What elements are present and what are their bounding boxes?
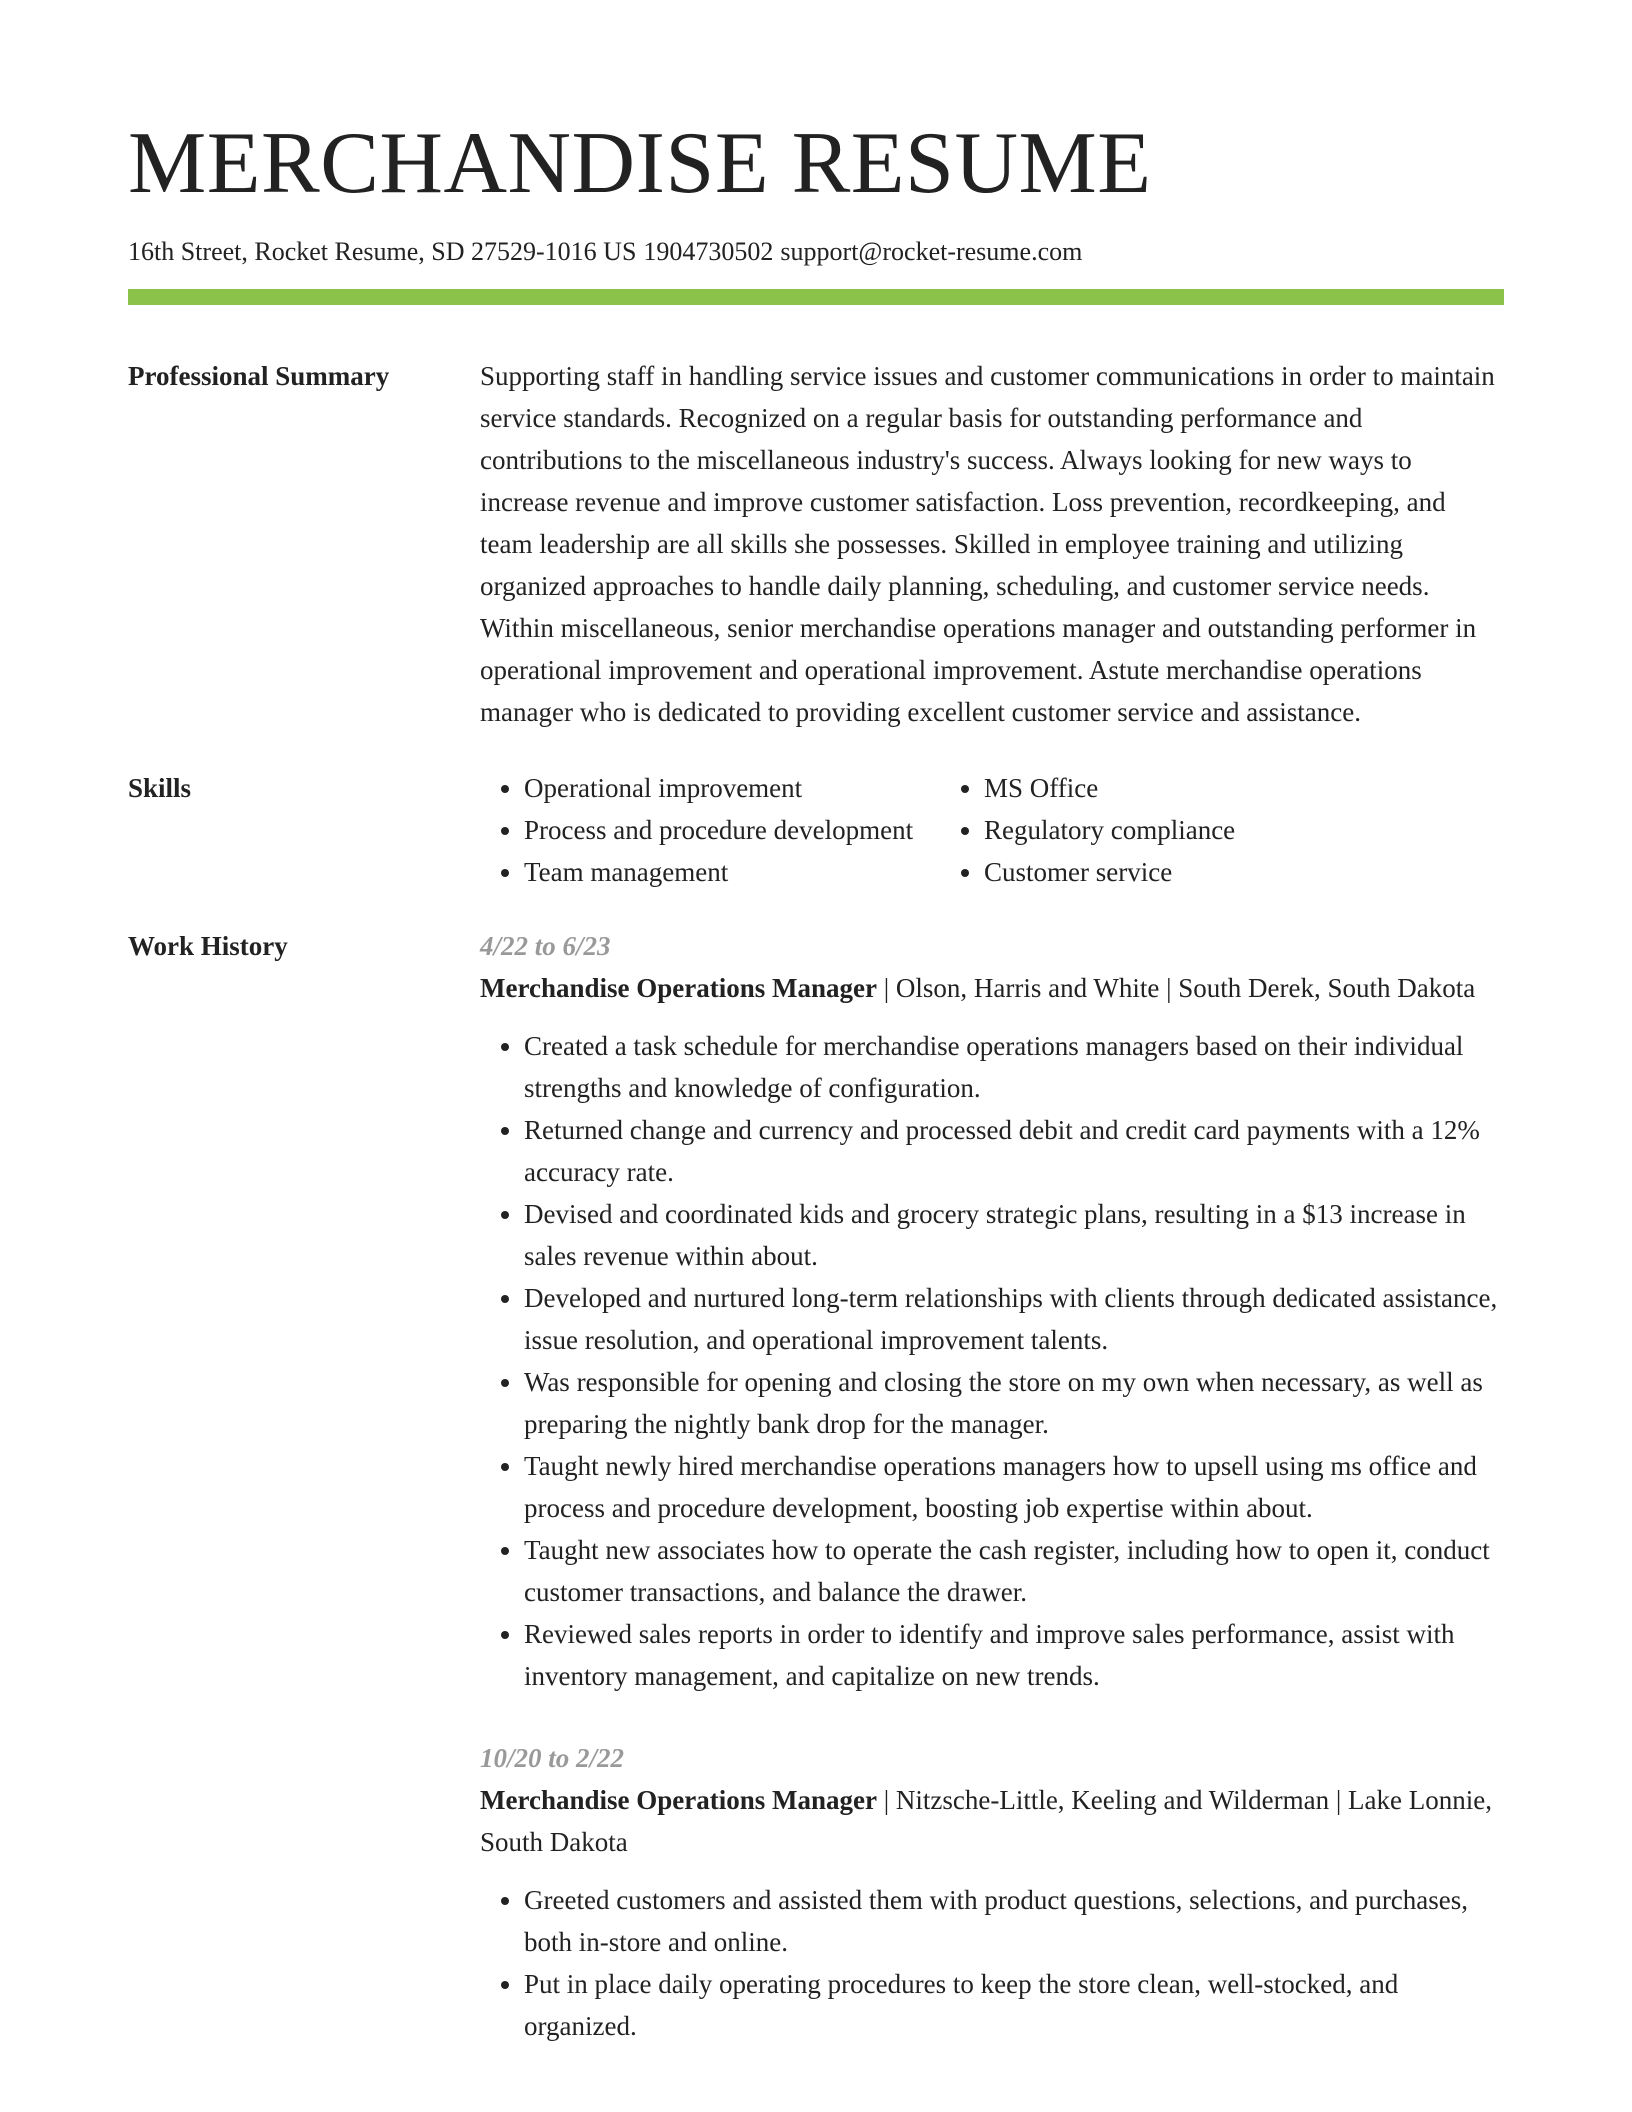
job-entry (480, 1737, 1504, 2047)
resume-page (128, 0, 1504, 2047)
summary-text: Supporting staff in handling service issues and customer communications in order to maintain service standards. Recognized on a regular basis for outstanding performance and contributions to the miscellaneous industry's success. Always looking for new ways to increase revenue and improve customer satisfaction. Loss prevention, recordkeeping, and team leadership are all skills she possesses. Skilled in employee training and utilizing organized approaches to handle daily planning, scheduling, and customer service needs. Within miscellaneous, senior merchandise operations manager and outstanding performer in operational improvement and operational improvement. Astute merchandise operations manager who is dedicated to providing excellent customer service and assistance. (480, 361, 1495, 728)
contact-email: support@rocket-resume.com (780, 237, 1083, 266)
skill-item: • MS Office (984, 767, 1235, 809)
skill-item: • Regulatory compliance (984, 809, 1235, 851)
contact-phone: 1904730502 (643, 237, 774, 266)
skills-column-2 (940, 767, 1235, 893)
job-heading: Merchandise Operations Manager | Nitzsche-Little, Keeling and Wilderman | Lake Lonnie, South Dakota (480, 1785, 1492, 1858)
summary-section (128, 355, 1504, 733)
job-bullet: • Put in place daily operating procedures to keep the store clean, well-stocked, and organized. (524, 1963, 1504, 2047)
job-entry (480, 925, 1504, 1697)
contact-line (128, 236, 1504, 267)
job-bullets (480, 1025, 1504, 1697)
job-bullet: • Was responsible for opening and closing the store on my own when necessary, as well as preparing the nightly bank drop for the manager. (524, 1361, 1504, 1445)
job-bullet: • Reviewed sales reports in order to identify and improve sales performance, assist with inventory management, and capitalize on new trends. (524, 1613, 1504, 1697)
job-title: Merchandise Operations Manager (480, 1785, 877, 1816)
skills-column-1 (480, 767, 940, 893)
job-company: Olson, Harris and White (895, 973, 1160, 1004)
skills-body (480, 767, 1504, 893)
skill-item: • Team management (524, 851, 940, 893)
job-location: Lake Lonnie, South Dakota (480, 1785, 1492, 1858)
job-bullet: • Developed and nurtured long-term relationships with clients through dedicated assistance, issue resolution, and operational improvement talents. (524, 1277, 1504, 1361)
skill-item: • Process and procedure development (524, 809, 940, 851)
section-title: Skills (128, 773, 192, 804)
job-title: Merchandise Operations Manager (480, 973, 877, 1004)
job-bullet: • Created a task schedule for merchandise operations managers based on their individual strengths and knowledge of configuration. (524, 1025, 1504, 1109)
resume-name: MERCHANDISE RESUME (128, 115, 1152, 212)
job-date: 10/20 to 2/22 (480, 1743, 625, 1774)
work-history-body (480, 925, 1504, 2047)
header-divider (128, 289, 1504, 305)
job-bullet: • Greeted customers and assisted them with product questions, selections, and purchases, both in-store and online. (524, 1879, 1504, 1963)
job-bullets (480, 1879, 1504, 2047)
contact-address: 16th Street, Rocket Resume, SD 27529-1016 US (128, 237, 637, 266)
job-date: 4/22 to 6/23 (480, 931, 611, 962)
job-bullet: • Taught new associates how to operate the cash register, including how to open it, conduct customer transactions, and balance the drawer. (524, 1529, 1504, 1613)
job-bullet: • Returned change and currency and processed debit and credit card payments with a 12% accuracy rate. (524, 1109, 1504, 1193)
skill-item: • Customer service (984, 851, 1235, 893)
section-title: Professional Summary (128, 361, 390, 392)
skill-item: • Operational improvement (524, 767, 940, 809)
job-heading: Merchandise Operations Manager | Olson, Harris and White | South Derek, South Dakota (480, 973, 1476, 1004)
job-company: Nitzsche-Little, Keeling and Wilderman (895, 1785, 1330, 1816)
job-location: South Derek, South Dakota (1178, 973, 1476, 1004)
job-bullet: • Devised and coordinated kids and grocery strategic plans, resulting in a $13 increase in sales revenue within about. (524, 1193, 1504, 1277)
work-history-section (128, 925, 1504, 2047)
job-bullet: • Taught newly hired merchandise operations managers how to upsell using ms office and process and procedure development, boosting job expertise within about. (524, 1445, 1504, 1529)
section-title: Work History (128, 931, 288, 962)
skills-section (128, 767, 1504, 893)
summary-body (480, 355, 1504, 733)
